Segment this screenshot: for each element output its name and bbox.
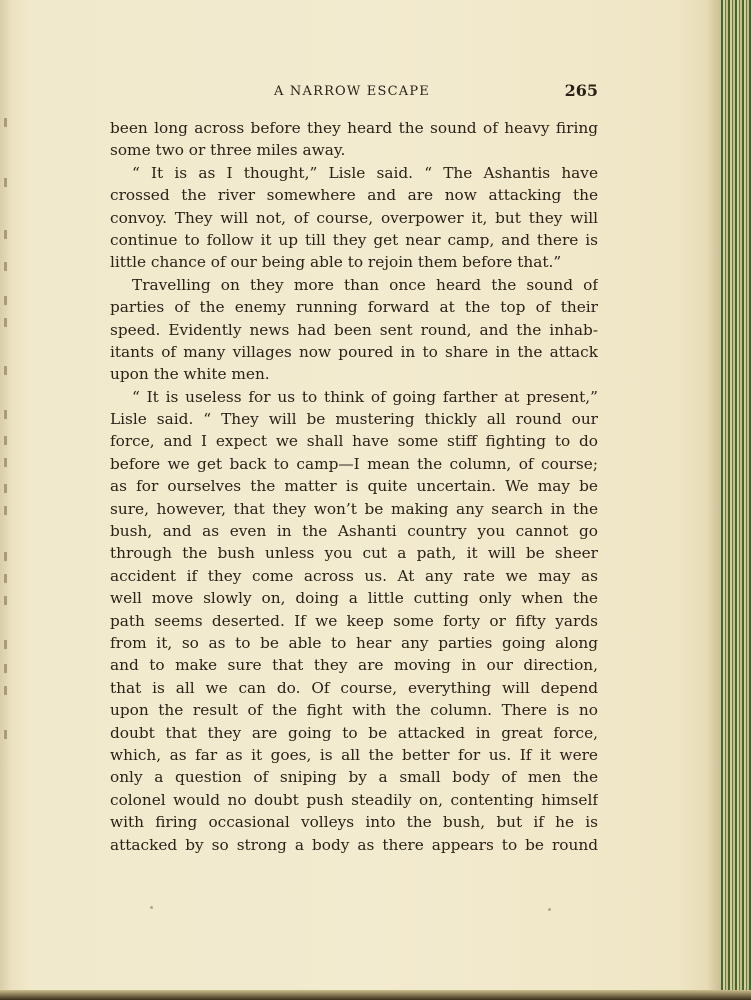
text-line: parties of the enemy running forward at the top of their [110, 298, 598, 317]
bottom-page-edge [0, 990, 751, 1000]
text-line: accident if they come across us. At any rate we may as [110, 566, 598, 585]
text-line: from it, so as to be able to hear any parties going along [110, 633, 598, 652]
page-number: 265 [564, 81, 598, 100]
left-page-edge [0, 0, 14, 1000]
text-line: upon the white men. [110, 365, 270, 384]
text-line: force, and I expect we shall have some stiff fighting to do [110, 432, 598, 451]
text-line: convoy. They will not, of course, overpower it, but they will [110, 208, 598, 227]
paper-speck [548, 908, 551, 911]
text-line: through the bush unless you cut a path, it will be sheer [110, 544, 598, 563]
text-line: only a question of sniping by a small body of men the [110, 768, 598, 787]
text-line: some two or three miles away. [110, 141, 346, 160]
text-line: attacked by so strong a body as there appears to be round [110, 835, 598, 854]
text-line: as for ourselves the matter is quite uncertain. We may be [110, 477, 598, 496]
text-line: Travelling on they more than once heard the sound of [132, 275, 598, 294]
text-line: “ It is useless for us to think of going farther at present,” [132, 387, 598, 406]
text-line: sure, however, that they won’t be making any search in the [110, 499, 598, 518]
paper-speck [150, 906, 153, 909]
running-header [110, 80, 598, 104]
text-line: continue to follow it up till they get near camp, and there is [110, 230, 598, 249]
text-line: colonel would no doubt push steadily on, contenting himself [110, 790, 598, 809]
text-line: before we get back to camp—I mean the column, of course; [110, 454, 598, 473]
text-line: and to make sure that they are moving in our direction, [110, 656, 598, 675]
text-line: itants of many villages now poured in to share in the attack [110, 342, 598, 361]
page-stack-edge [721, 0, 751, 1000]
text-line: which, as far as it goes, is all the better for us. If it were [110, 745, 598, 764]
running-title: A NARROW ESCAPE [274, 84, 430, 99]
text-line: doubt that they are going to be attacked in great force, [110, 723, 598, 742]
text-line: upon the result of the fight with the column. There is no [110, 701, 598, 720]
text-line: well move slowly on, doing a little cutting only when the [110, 589, 598, 608]
text-line: crossed the river somewhere and are now attacking the [110, 186, 598, 205]
text-line: speed. Evidently news had been sent round, and the inhab- [110, 320, 598, 339]
body-text [110, 117, 598, 856]
text-line: bush, and as even in the Ashanti country you cannot go [110, 522, 598, 541]
text-line: Lisle said. “ They will be mustering thickly all round our [110, 410, 598, 429]
text-line: little chance of our being able to rejoin them before that.” [110, 253, 562, 272]
text-line: “ It is as I thought,” Lisle said. “ The Ashantis have [132, 163, 598, 182]
text-line: with firing occasional volleys into the bush, but if he is [110, 813, 598, 832]
text-line: that is all we can do. Of course, everything will depend [110, 678, 598, 697]
text-line: path seems deserted. If we keep some forty or fifty yards [110, 611, 598, 630]
text-line: been long across before they heard the sound of heavy firing [110, 119, 598, 137]
gutter-shadow [707, 0, 721, 1000]
